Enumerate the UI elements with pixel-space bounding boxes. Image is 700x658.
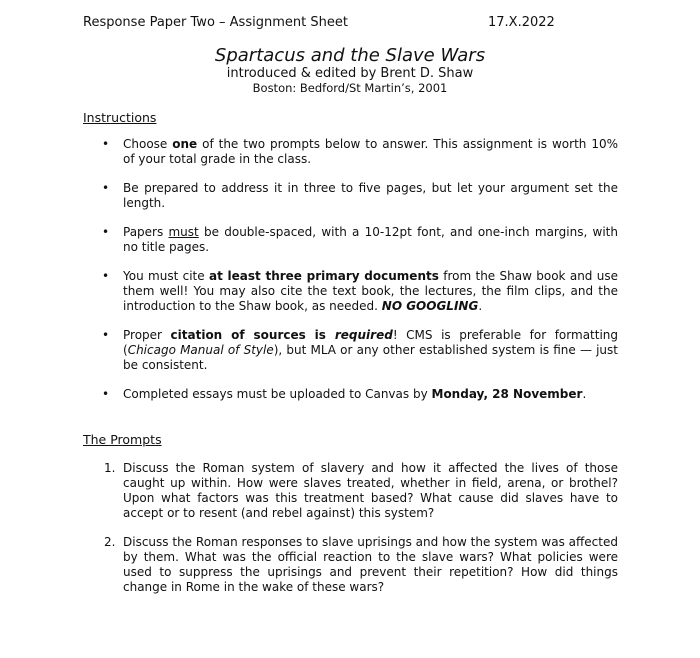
document-subtitle: introduced & edited by Brent D. Shaw xyxy=(226,66,474,81)
text-run: . xyxy=(582,387,587,401)
text-run: of the two prompts below to answer. This assignment is worth 10% of your total grade in the class. xyxy=(123,137,618,166)
italic-run: Chicago Manual of Style xyxy=(127,343,274,357)
header-date: 17.X.2022 xyxy=(488,15,555,30)
text-run: Proper xyxy=(123,328,171,342)
text-run: . xyxy=(478,299,483,313)
emphasis-run: at least three primary documents xyxy=(208,269,439,283)
instruction-item xyxy=(100,181,618,211)
text-run: Papers xyxy=(123,225,169,239)
text-run: You must cite xyxy=(123,269,209,283)
instruction-item xyxy=(100,137,618,167)
prompt-number: 2. xyxy=(104,535,116,549)
prompt-item xyxy=(100,461,618,521)
prompts-list xyxy=(100,461,618,609)
instruction-item xyxy=(100,225,618,255)
text-run: be double-spaced, with a 10-12pt font, and one-inch margins, with no title pages. xyxy=(123,225,618,254)
instruction-item xyxy=(100,387,618,402)
prompt-item xyxy=(100,535,618,595)
publisher-line: Boston: Bedford/St Martin’s, 2001 xyxy=(252,81,448,95)
prompt-text: Discuss the Roman responses to slave uprisings and how the system was affected by them. What was the official reaction to the slave wars? What policies were used to suppress the uprisings and prevent their repetition? How did things change in Rome in the wake of these wars? xyxy=(123,535,618,594)
emphasis-run: required xyxy=(334,328,393,342)
text-run: Be prepared to address it in three to five pages, but let your argument set the length. xyxy=(123,181,618,210)
emphasis-run: NO GOOGLING xyxy=(381,299,479,313)
text-run: ), but MLA or any other established system is fine — just be consistent. xyxy=(123,343,618,372)
prompt-text: Discuss the Roman system of slavery and how it affected the lives of those caught up within. How were slaves treated, whether in field, arena, or brothel? Upon what factors was this treatment based? What cause did slaves have to accept or to resent (and rebel against) this system? xyxy=(123,461,618,520)
emphasis-run: Monday, 28 November xyxy=(431,387,583,401)
instructions-heading: Instructions xyxy=(83,110,157,125)
emphasis-run: one xyxy=(172,137,198,151)
instruction-item xyxy=(100,269,618,314)
underlined-run: must xyxy=(168,225,199,239)
emphasis-run: citation of sources is xyxy=(170,328,335,342)
prompt-number: 1. xyxy=(104,461,116,475)
instructions-list xyxy=(100,137,618,416)
prompts-heading: The Prompts xyxy=(83,432,162,447)
text-run: from the Shaw book and use them well! You may also cite the text book, the lectures, the film clips, and the introduction to the Shaw book, as needed. xyxy=(123,269,619,313)
text-run: ! CMS is preferable for formatting ( xyxy=(123,328,619,357)
header-title: Response Paper Two – Assignment Sheet xyxy=(83,15,348,30)
document-title: Spartacus and the Slave Wars xyxy=(214,45,486,66)
text-run: Choose xyxy=(123,137,173,151)
text-run: Completed essays must be uploaded to Canvas by xyxy=(123,387,432,401)
instruction-item xyxy=(100,328,618,373)
